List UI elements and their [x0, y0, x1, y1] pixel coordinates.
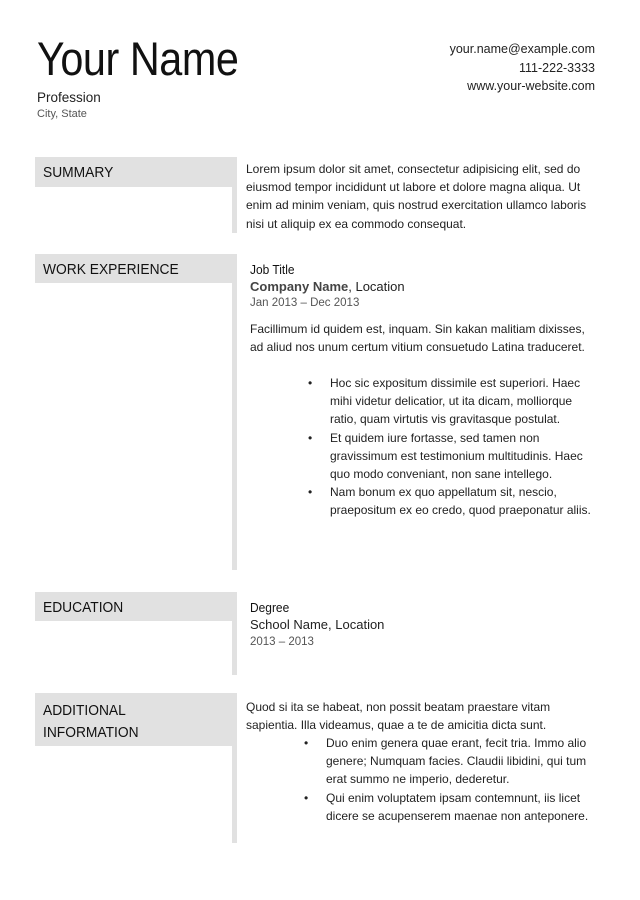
job-title: Job Title	[250, 262, 295, 277]
resume-name: Your Name	[37, 32, 239, 85]
contact-block	[450, 40, 595, 96]
job-bullets	[308, 374, 595, 520]
phone: 111-222-3333	[519, 60, 595, 75]
bullet-text: Qui enim voluptatem ipsam contemnunt, iis licet dicere se acupenserem maenae non anteponere.	[326, 790, 589, 823]
bullet-glyph: •	[308, 485, 313, 500]
additional-text: Quod si ita se habeat, non possit beatam praestare vitam sapientia. Illa videamus, quae a te de amicitia dicta sunt.	[246, 700, 551, 733]
list-item	[304, 789, 598, 825]
bullet-text: Nam bonum ex quo appellatum sit, nescio, praepositum ex eo credo, quod praeponatur aliis.	[330, 485, 591, 518]
bullet-glyph: •	[308, 430, 313, 445]
list-item	[308, 374, 595, 429]
list-item	[304, 734, 598, 789]
work-experience-divider	[232, 254, 237, 570]
degree: Degree	[250, 600, 290, 615]
summary-heading: SUMMARY	[35, 157, 233, 187]
company-name: Company Name	[250, 279, 349, 294]
education-divider	[232, 592, 237, 675]
website: www.your-website.com	[467, 79, 595, 93]
summary-divider	[232, 157, 237, 233]
additional-heading-line2: INFORMATION	[43, 724, 139, 741]
bullet-text: Duo enim genera quae erant, fecit tria. Immo alio genere; Numquam facies. Claudii libidini, qui tum erat summo ne imperio, dederetur.	[326, 736, 587, 787]
job-description: Facillimum id quidem est, inquam. Sin kakan malitiam dixisses, ad aliud nos unum certum vitium consuetudo Latina traduceret.	[250, 322, 585, 355]
additional-heading-line1: ADDITIONAL	[43, 702, 126, 719]
bullet-glyph: •	[304, 790, 309, 805]
bullet-text: Et quidem iure fortasse, sed tamen non gravissimum est testimonium multitudinis. Haec quo modo conveniant, non sane intellego.	[330, 430, 583, 482]
bullet-glyph: •	[308, 376, 313, 390]
additional-bullets	[304, 734, 598, 825]
additional-information-heading	[35, 693, 233, 746]
company-location: , Location	[348, 279, 405, 294]
school-line: School Name, Location	[250, 617, 385, 632]
education-dates: 2013 – 2013	[250, 636, 314, 648]
city-state: City, State	[37, 108, 87, 120]
list-item	[308, 429, 595, 484]
email: your.name@example.com	[449, 42, 595, 56]
bullet-text: Hoc sic expositum dissimile est superiori. Haec mihi videtur delicatior, ut ita dicam, molliorque ratio, quam virtutis vis gravitasque postulat.	[330, 376, 581, 427]
additional-divider	[232, 693, 237, 843]
summary-text: Lorem ipsum dolor sit amet, consectetur adipisicing elit, sed do eiusmod tempor incididunt ut labore et dolore magna aliqua. Ut enim ad minim veniam, quis nostrud exercitation ullamco laboris nisi ut aliquip ex ea commodo consequat.	[246, 162, 587, 231]
profession: Profession	[37, 90, 101, 105]
work-experience-heading: WORK EXPERIENCE	[35, 254, 233, 283]
job-dates: Jan 2013 – Dec 2013	[250, 297, 360, 309]
list-item	[308, 483, 595, 519]
education-heading: EDUCATION	[35, 592, 233, 621]
company-line	[250, 279, 405, 294]
bullet-glyph: •	[304, 736, 309, 750]
